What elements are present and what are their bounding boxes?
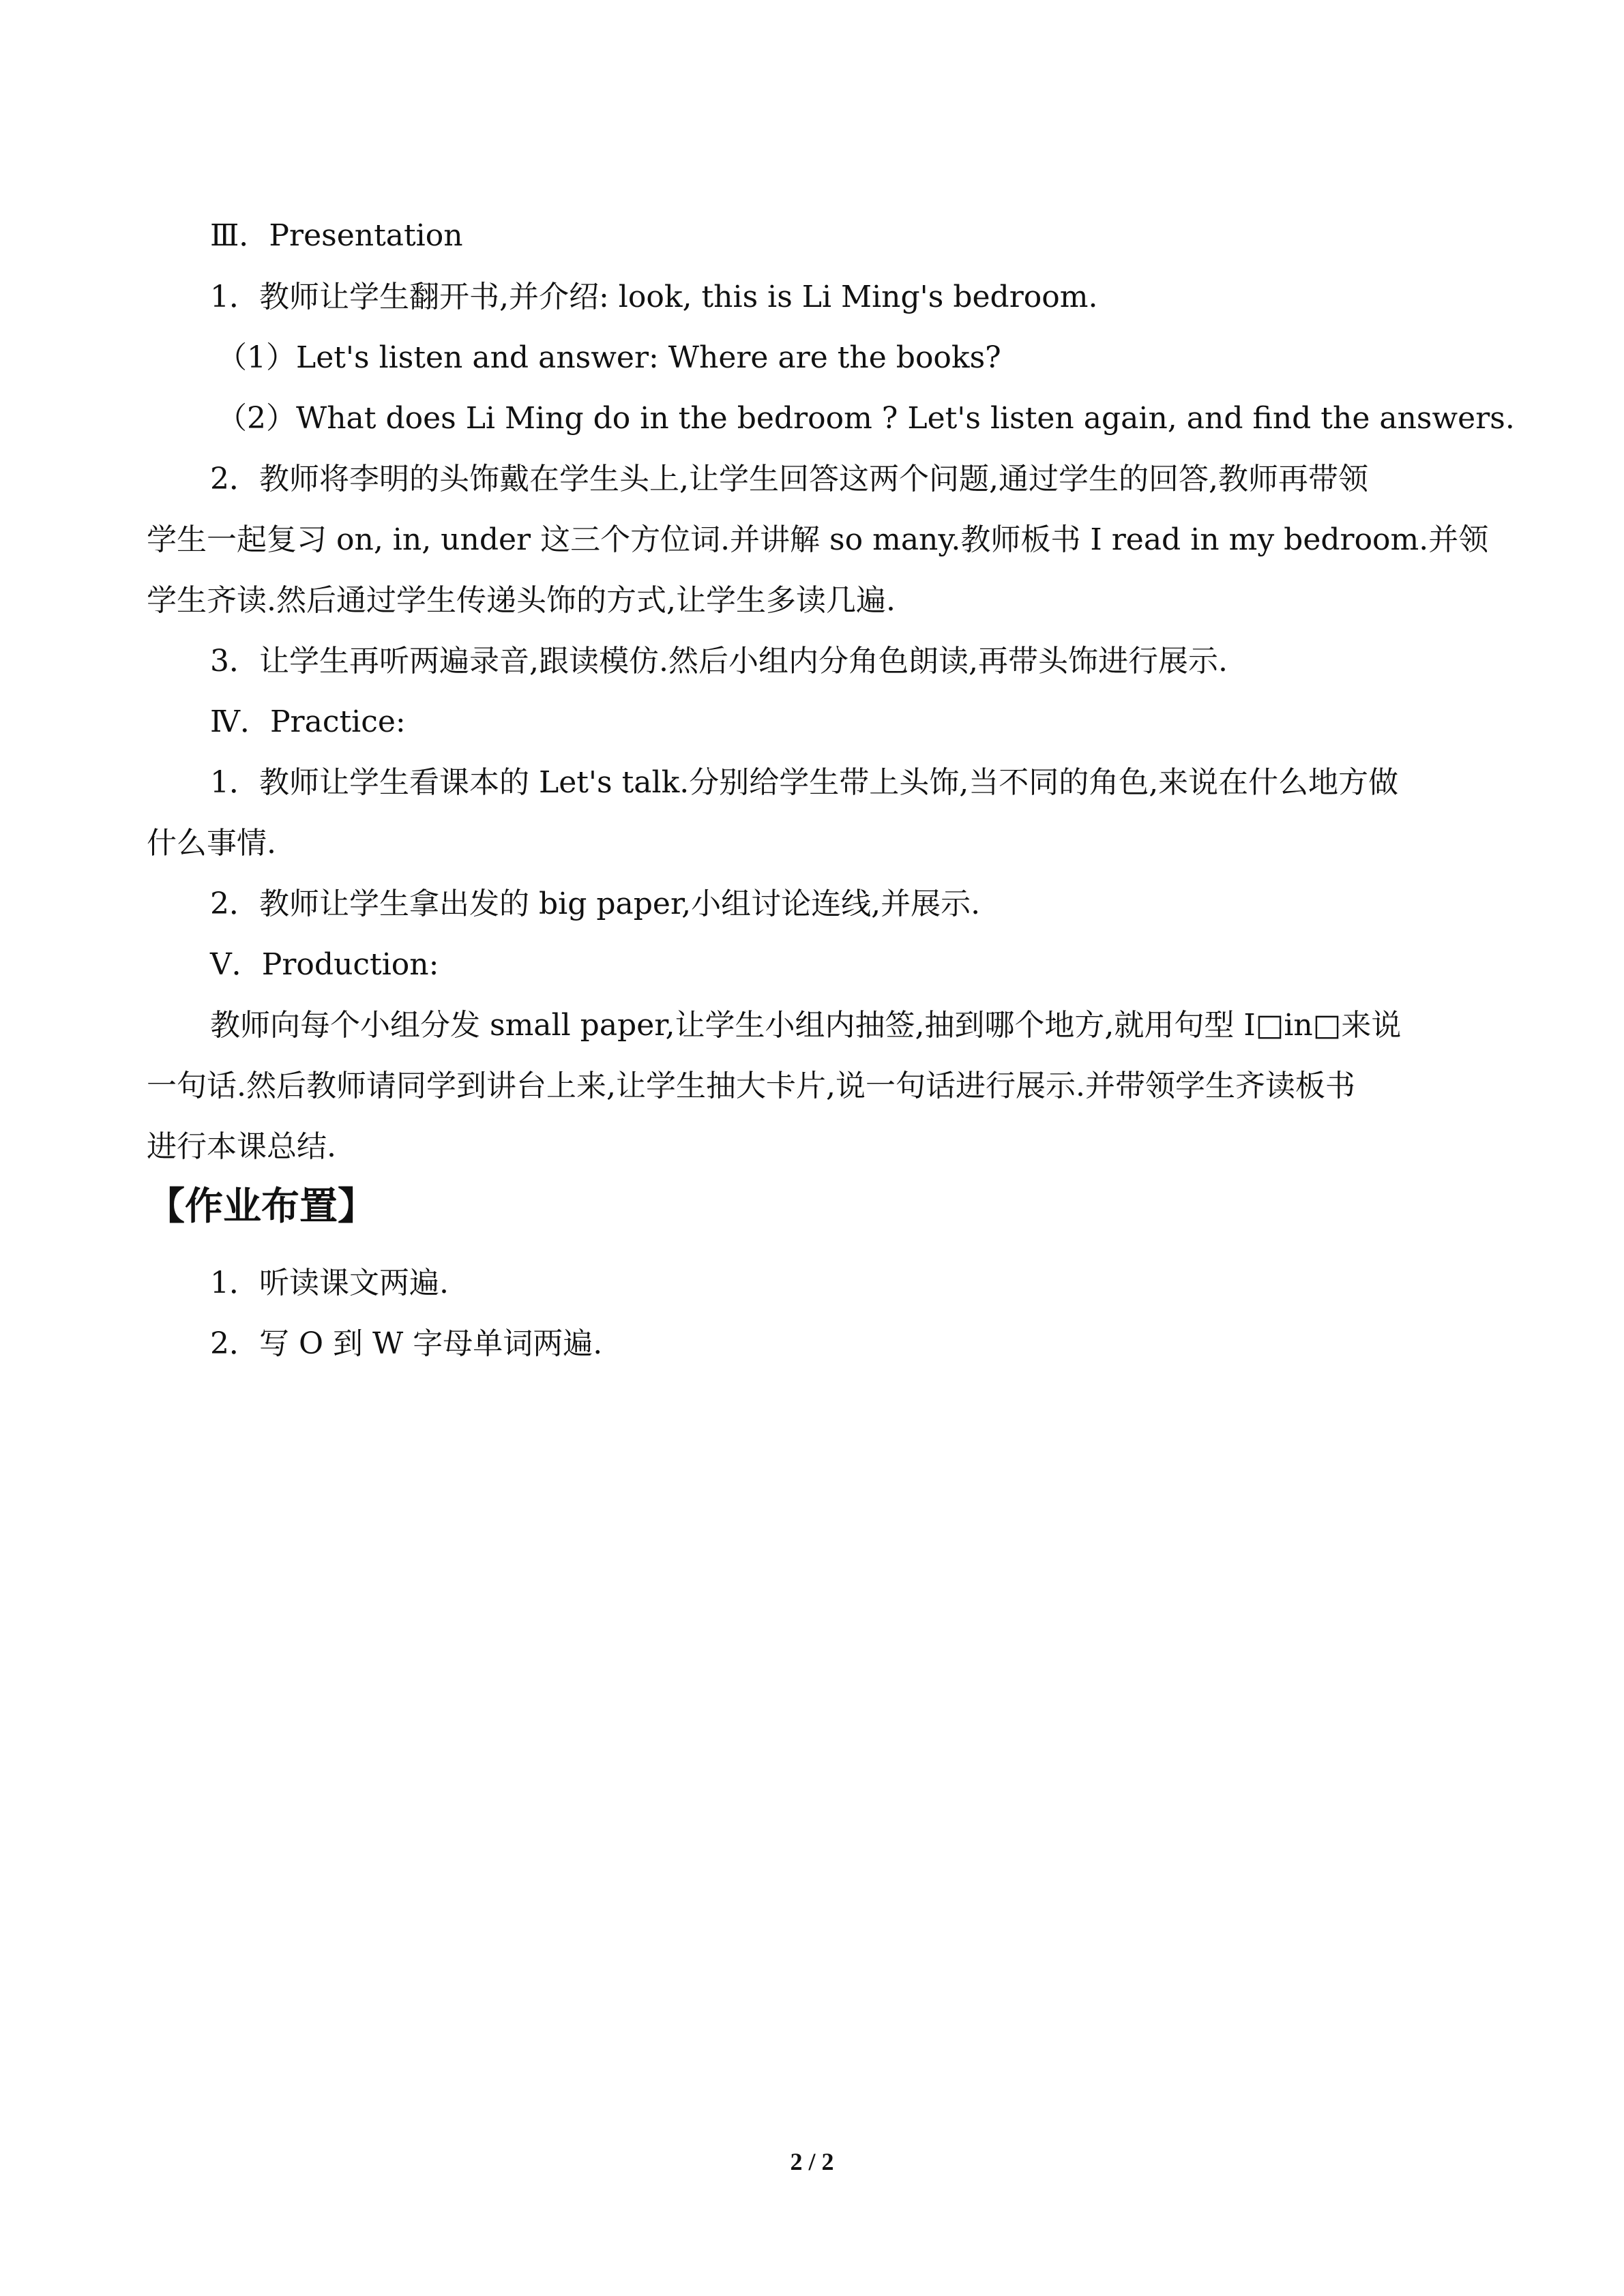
presentation-subitem-2: （2）What does Li Ming do in the bedroom ? Let's listen again, and find the answers. bbox=[217, 401, 1515, 436]
section-title-practice: Ⅳ．Practice: bbox=[210, 704, 406, 739]
homework-item-2: 2．写 O 到 W 字母单词两遍. bbox=[210, 1326, 603, 1361]
presentation-item-2-line-2: 学生一起复习 on, in, under 这三个方位词.并讲解 so many.教师板书 I read in my bedroom.并领 bbox=[147, 522, 1489, 557]
practice-item-2: 2．教师让学生拿出发的 big paper,小组讨论连线,并展示. bbox=[210, 886, 981, 921]
presentation-item-2-line-3: 学生齐读.然后通过学生传递头饰的方式,让学生多读几遍. bbox=[147, 583, 896, 618]
section-title-production: Ⅴ．Production: bbox=[210, 947, 439, 982]
presentation-item-3: 3．让学生再听两遍录音,跟读模仿.然后小组内分角色朗读,再带头饰进行展示. bbox=[210, 644, 1228, 679]
practice-item-1-line-2: 什么事情. bbox=[147, 826, 276, 861]
production-paragraph-line-1: 教师向每个小组分发 small paper,让学生小组内抽签,抽到哪个地方,就用句型 I□in□来说 bbox=[210, 1008, 1402, 1043]
production-paragraph-line-3: 进行本课总结. bbox=[147, 1129, 336, 1164]
production-paragraph-line-2: 一句话.然后教师请同学到讲台上来,让学生抽大卡片,说一句话进行展示.并带领学生齐读板书 bbox=[147, 1069, 1355, 1103]
homework-item-1: 1．听读课文两遍. bbox=[210, 1266, 449, 1300]
presentation-item-2-line-1: 2．教师将李明的头饰戴在学生头上,让学生回答这两个问题,通过学生的回答,教师再带领 bbox=[210, 462, 1368, 496]
presentation-item-1: 1．教师让学生翻开书,并介绍: look, this is Li Ming's bedroom. bbox=[210, 280, 1098, 314]
practice-item-1-line-1: 1．教师让学生看课本的 Let's talk.分别给学生带上头饰,当不同的角色,来说在什么地方做 bbox=[210, 765, 1399, 800]
page-number: 2 / 2 bbox=[790, 2148, 834, 2175]
section-title-presentation: Ⅲ．Presentation bbox=[210, 218, 463, 253]
presentation-subitem-1: （1）Let's listen and answer: Where are the books? bbox=[217, 340, 1001, 375]
homework-heading: 【作业布置】 bbox=[147, 1184, 376, 1229]
